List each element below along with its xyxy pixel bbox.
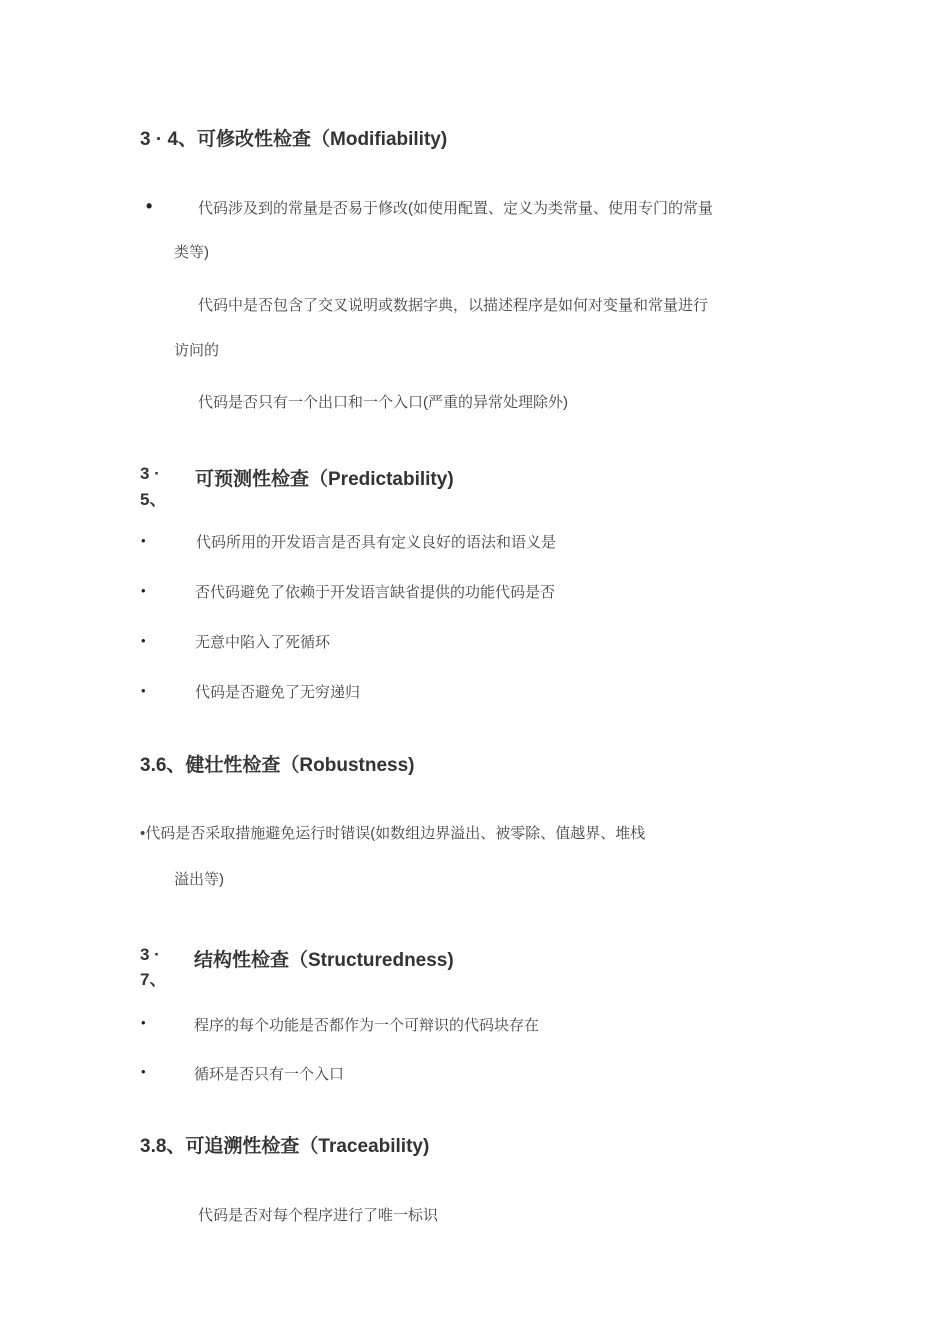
section-3-7-title: 结构性检查（Structuredness) [194,950,454,971]
s36-item-line2: 溢出等) [174,871,224,888]
bullet-marker: • [141,1015,146,1030]
s34-item2-line2: 访问的 [174,342,220,359]
section-3-4-heading: 3 · 4、可修改性检查（Modifiability) [140,129,448,150]
s34-item1-line2: 类等) [174,244,209,261]
s35-item-2: 否代码避免了依赖于开发语言缺省提供的功能代码是否 [195,584,556,601]
section-3-8-heading: 3.8、可追溯性检查（Traceability) [140,1136,430,1157]
s37-item-1: 程序的每个功能是否都作为一个可辩识的代码块存在 [194,1017,540,1034]
bullet-marker: • [141,533,146,548]
bullet-marker: • [141,583,146,598]
s37-item-2: 循环是否只有一个入口 [194,1066,345,1083]
s35-item-4: 代码是否避免了无穷递归 [195,684,361,701]
s38-item: 代码是否对每个程序进行了唯一标识 [198,1207,439,1224]
s36-item-line1: •代码是否采取措施避免运行时错误(如数组边界溢出、被零除、值越界、堆栈 [140,825,646,842]
s34-item3: 代码是否只有一个出口和一个入口(严重的异常处理除外) [198,394,568,411]
section-3-6-heading: 3.6、健壮性检查（Robustness) [140,755,415,776]
s34-item2-line1: 代码中是否包含了交叉说明或数据字典，以描述程序是如何对变量和常量进行 [198,297,709,314]
section-3-7-number-line1: 3 · [140,945,160,964]
bullet-marker: • [146,196,153,216]
section-3-5-number-line1: 3 · [140,464,160,483]
s35-item-1: 代码所用的开发语言是否具有定义良好的语法和语义是 [196,534,557,551]
section-3-5-number-line2: 5、 [140,490,167,509]
s35-item-3: 无意中陷入了死循环 [195,634,331,651]
bullet-marker: • [141,633,146,648]
section-3-5-title: 可预测性检查（Predictability) [195,469,454,490]
section-3-7-number-line2: 7、 [140,970,167,989]
bullet-marker: • [141,1064,146,1079]
s34-item1-line1: 代码涉及到的常量是否易于修改(如使用配置、定义为类常量、使用专门的常量 [198,200,713,217]
bullet-marker: • [141,683,146,698]
